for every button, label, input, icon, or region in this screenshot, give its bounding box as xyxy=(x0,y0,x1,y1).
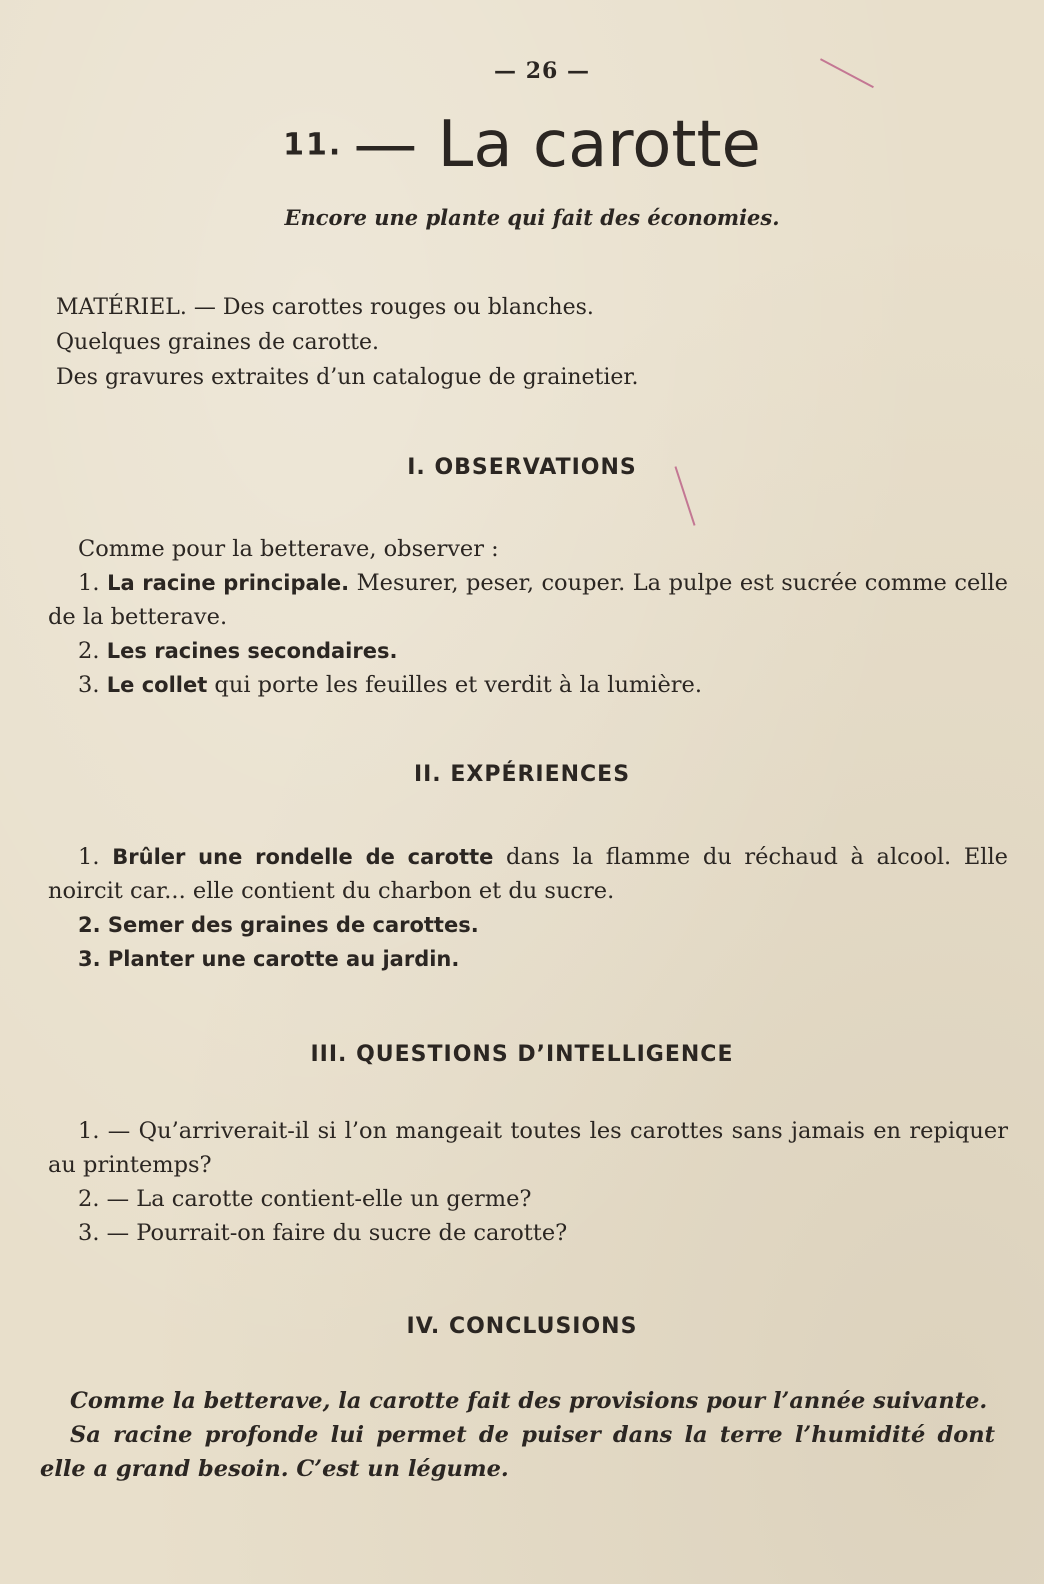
item-text: qui porte les feuilles et verdit à la lumière. xyxy=(207,672,703,698)
item-number: 2. xyxy=(78,638,100,664)
item-bold-text: Le collet xyxy=(99,673,208,697)
experiences-item-1 xyxy=(48,840,1008,908)
conclusions-para-1: Comme la betterave, la carotte fait des provisions pour l’année suivante. xyxy=(70,1388,988,1414)
experiences-item-2: 2. Semer des graines de carottes. xyxy=(78,913,479,937)
questions-item-2: 2. — La carotte contient-elle un germe? xyxy=(78,1186,532,1212)
observations-body xyxy=(48,532,1008,702)
questions-heading: III. QUESTIONS D’INTELLIGENCE xyxy=(310,1042,734,1067)
materiel-line-2: Quelques graines de carotte. xyxy=(56,330,380,355)
experiences-body xyxy=(48,840,1008,976)
item-bold-text: Brûler une rondelle de carotte xyxy=(99,845,494,869)
chapter-name: — La carotte xyxy=(353,108,761,182)
page-number: — 26 — xyxy=(494,58,590,84)
observations-item-2 xyxy=(48,634,1008,668)
materiel-line-3: Des gravures extraites d’un catalogue de grainetier. xyxy=(56,365,639,390)
materiel-line-1 xyxy=(56,290,936,325)
item-bold-text: La racine principale. xyxy=(99,571,350,595)
chapter-subtitle: Encore une plante qui fait des économies. xyxy=(284,205,780,230)
conclusions-heading: IV. CONCLUSIONS xyxy=(406,1314,638,1339)
conclusions-para-2: Sa racine profonde lui permet de puiser dans la terre l’humidité dont elle a grand besoin. C’est un légume. xyxy=(40,1422,995,1482)
conclusions-body xyxy=(40,1384,995,1486)
questions-item-1: 1. — Qu’arriverait-il si l’on mangeait toutes les carottes sans jamais en repiquer au printemps? xyxy=(48,1118,1008,1178)
materiel-text-1: — Des carottes rouges ou blanches. xyxy=(186,295,594,320)
item-text: dans la flamme du réchaud à alcool. Elle noircit car... elle contient du charbon et du sucre. xyxy=(48,844,1008,904)
item-number: 1. xyxy=(78,844,100,870)
observations-intro: Comme pour la betterave, observer : xyxy=(78,536,499,562)
item-number: 1. xyxy=(78,570,100,596)
observations-item-3 xyxy=(48,668,1008,702)
item-text: Mesurer, peser, couper. La pulpe est sucrée comme celle de la betterave. xyxy=(48,570,1008,630)
item-bold-text: Les racines secondaires. xyxy=(99,639,398,663)
questions-item-3: 3. — Pourrait-on faire du sucre de carotte? xyxy=(78,1220,568,1246)
questions-body xyxy=(48,1114,1008,1250)
observations-item-1 xyxy=(48,566,1008,634)
experiences-item-3: 3. Planter une carotte au jardin. xyxy=(78,947,460,971)
experiences-heading: II. EXPÉRIENCES xyxy=(413,762,631,787)
item-number: 3. xyxy=(78,672,100,698)
observations-heading: I. OBSERVATIONS xyxy=(407,455,637,480)
materiel-label: MATÉRIEL. xyxy=(56,295,187,320)
chapter-title xyxy=(0,108,1044,182)
materiel-section xyxy=(56,290,936,395)
chapter-number: 11. xyxy=(283,127,343,163)
